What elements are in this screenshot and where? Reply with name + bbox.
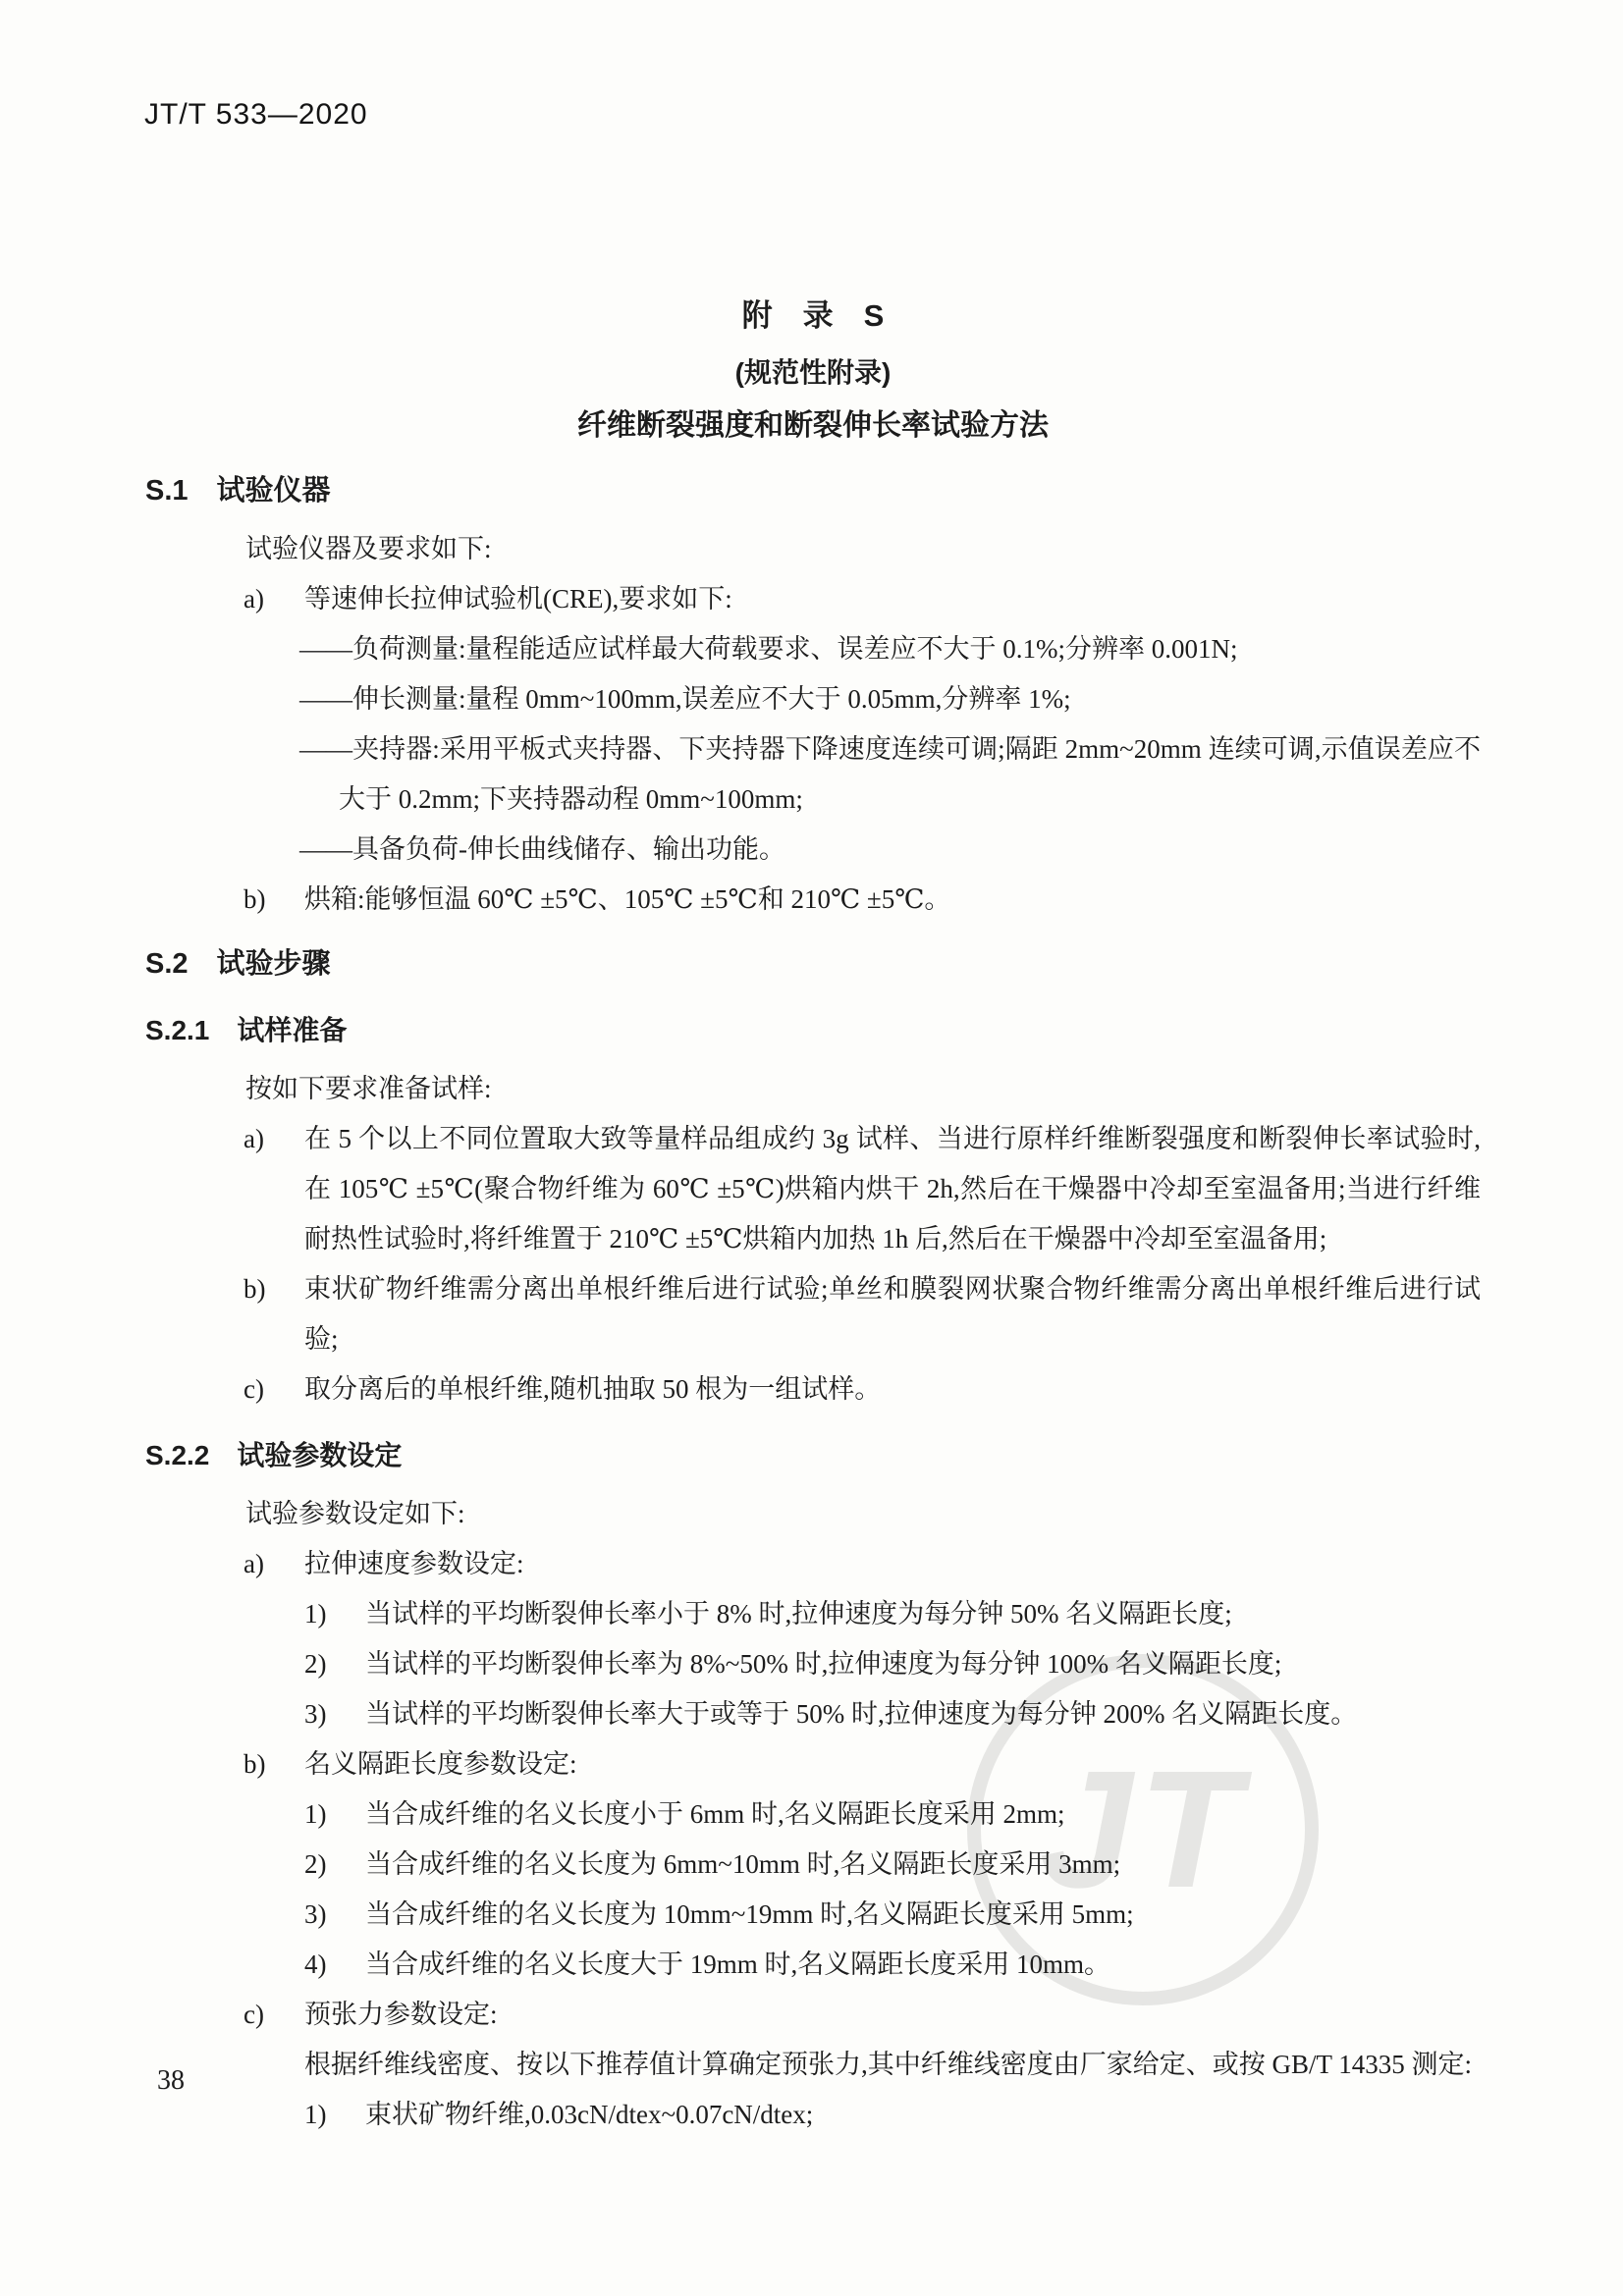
list-text: 拉伸速度参数设定:: [304, 1549, 524, 1578]
s1-item-a: [243, 574, 1481, 624]
normative-annex-label: (规范性附录): [734, 357, 892, 388]
list-text: 当试样的平均断裂伸长率小于 8% 时,拉伸速度为每分钟 50% 名义隔距长度;: [365, 1599, 1232, 1629]
list-text: 取分离后的单根纤维,随机抽取 50 根为一组试样。: [304, 1374, 882, 1404]
list-text: 束状矿物纤维需分离出单根纤维后进行试验;单丝和膜裂网状聚合物纤维需分离出单根纤维后进行试验;: [304, 1274, 1481, 1354]
s1-dash-item-curve: ——具备负荷-伸长曲线储存、输出功能。: [299, 834, 785, 864]
list-text: 烘箱:能够恒温 60℃ ±5℃、105℃ ±5℃和 210℃ ±5℃。: [304, 884, 951, 914]
list-label: b): [243, 1274, 266, 1304]
page-number: 38: [157, 2065, 185, 2096]
list-text: 在 5 个以上不同位置取大致等量样品组成约 3g 试样、当进行原样纤维断裂强度和断裂伸长率试验时,在 105℃ ±5℃(聚合物纤维为 60℃ ±5℃)烘箱内烘干 2h,然后在干燥器中冷却至室温备用;当进行纤维耐热性试验时,将纤维置于 210℃ ±5℃烘箱内加热 1h 后,然后在干燥器中冷却至室温备用;: [304, 1124, 1481, 1254]
s21-item-a: [243, 1114, 1481, 1264]
list-label: 1): [304, 2100, 327, 2129]
appendix-title: 附 录 S: [741, 298, 885, 333]
list-label: 3): [304, 1899, 327, 1929]
s22-b-sub-4: [304, 1940, 1481, 1990]
s22-a-sub-2: [304, 1639, 1481, 1689]
list-text: 等速伸长拉伸试验机(CRE),要求如下:: [304, 584, 732, 614]
page-content: [145, 291, 1481, 2140]
s1-item-b: [243, 875, 1481, 925]
list-label: 2): [304, 1649, 327, 1679]
section-s2-heading: S.2 试验步骤: [145, 948, 331, 980]
s22-a-sub-1: [304, 1589, 1481, 1639]
s21-item-c: [243, 1364, 1481, 1415]
s21-intro-paragraph: 按如下要求准备试样:: [245, 1074, 492, 1103]
s22-item-c: [243, 1990, 1481, 2040]
jt-watermark-text: JT: [1039, 1736, 1247, 1923]
method-title: 纤维断裂强度和断裂伸长率试验方法: [577, 409, 1049, 442]
list-label: 3): [304, 1699, 327, 1729]
s1-dash-item-elongation: ——伸长测量:量程 0mm~100mm,误差应不大于 0.05mm,分辨率 1%;: [299, 684, 1071, 714]
list-text: 束状矿物纤维,0.03cN/dtex~0.07cN/dtex;: [365, 2100, 814, 2129]
s22-item-a: [243, 1539, 1481, 1589]
list-text: 当合成纤维的名义长度小于 6mm 时,名义隔距长度采用 2mm;: [365, 1799, 1065, 1829]
s22-a-sub-3: [304, 1689, 1481, 1739]
section-s22-heading: S.2.2 试验参数设定: [145, 1440, 403, 1470]
s1-dash-item-clamp: ——夹持器:采用平板式夹持器、下夹持器下降速度连续可调;隔距 2mm~20mm 连续可调,示值误差应不大于 0.2mm;下夹持器动程 0mm~100mm;: [299, 734, 1481, 814]
document-code-header: JT/T 533—2020: [144, 98, 368, 131]
s1-intro-paragraph: 试验仪器及要求如下:: [245, 534, 492, 563]
s21-item-b: [243, 1264, 1481, 1364]
list-label: a): [243, 1124, 264, 1153]
list-label: c): [243, 1374, 264, 1404]
s22-b-sub-2: [304, 1840, 1481, 1890]
list-text: 当试样的平均断裂伸长率为 8%~50% 时,拉伸速度为每分钟 100% 名义隔距长度;: [365, 1649, 1282, 1679]
s22-c-sub-1: [304, 2090, 1481, 2140]
s22-b-sub-3: [304, 1890, 1481, 1940]
s22-intro-paragraph: 试验参数设定如下:: [245, 1499, 465, 1528]
s1-dash-item-load: ——负荷测量:量程能适应试样最大荷载要求、误差应不大于 0.1%;分辨率 0.001N;: [299, 634, 1238, 664]
list-label: 2): [304, 1849, 327, 1879]
list-text: 当试样的平均断裂伸长率大于或等于 50% 时,拉伸速度为每分钟 200% 名义隔距长度。: [365, 1699, 1358, 1729]
list-label: 4): [304, 1949, 327, 1979]
list-text: 当合成纤维的名义长度大于 19mm 时,名义隔距长度采用 10mm。: [365, 1949, 1111, 1979]
list-text: 预张力参数设定:: [304, 2000, 498, 2029]
list-text: 名义隔距长度参数设定:: [304, 1749, 577, 1779]
list-text: 当合成纤维的名义长度为 6mm~10mm 时,名义隔距长度采用 3mm;: [365, 1849, 1121, 1879]
s22-c-paragraph: 根据纤维线密度、按以下推荐值计算确定预张力,其中纤维线密度由厂家给定、或按 GB/T 14335 测定:: [304, 2050, 1473, 2079]
list-label: a): [243, 1549, 264, 1578]
section-s1-heading: S.1 试验仪器: [145, 475, 331, 507]
list-label: a): [243, 584, 264, 614]
list-label: b): [243, 1749, 266, 1779]
list-label: b): [243, 884, 266, 914]
list-label: 1): [304, 1799, 327, 1829]
list-label: 1): [304, 1599, 327, 1629]
s22-item-b: [243, 1739, 1481, 1789]
list-label: c): [243, 2000, 264, 2029]
list-text: 当合成纤维的名义长度为 10mm~19mm 时,名义隔距长度采用 5mm;: [365, 1899, 1134, 1929]
s22-b-sub-1: [304, 1789, 1481, 1840]
section-s21-heading: S.2.1 试样准备: [145, 1015, 348, 1045]
